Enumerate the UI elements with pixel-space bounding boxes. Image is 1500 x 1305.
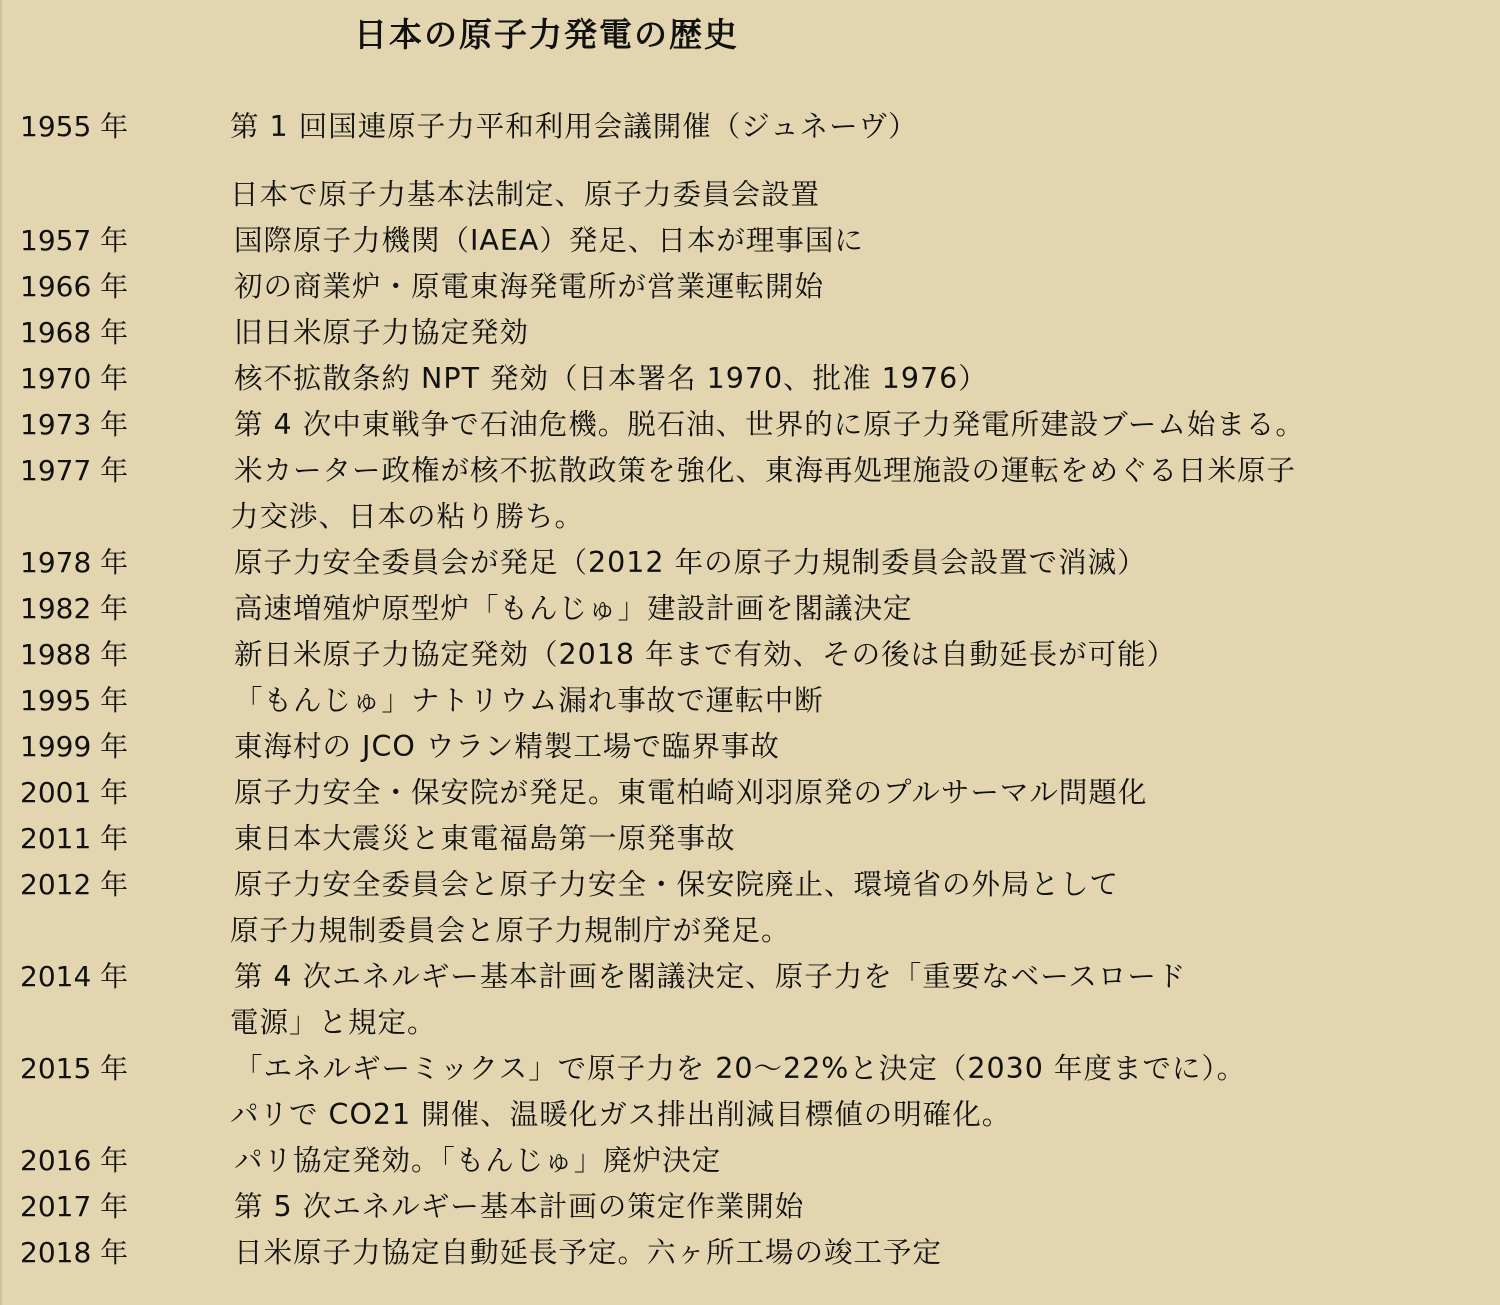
timeline-event: 高速増殖炉原型炉「もんじゅ」建設計画を閣議決定	[234, 592, 913, 625]
timeline-row-continuation	[2, 494, 1500, 540]
timeline-event: 電源」と規定。	[230, 1006, 437, 1039]
timeline-event: 第 5 次エネルギー基本計画の策定作業開始	[234, 1190, 805, 1223]
timeline-year: 1973 年	[20, 408, 129, 441]
timeline-row-continuation	[2, 1000, 1500, 1046]
timeline-year: 1966 年	[20, 270, 129, 303]
timeline-row	[2, 724, 1500, 770]
timeline-year: 2018 年	[20, 1236, 129, 1269]
timeline-event: 米カーター政権が核不拡散政策を強化、東海再処理施設の運転をめぐる日米原子	[234, 454, 1297, 487]
timeline-year: 2014 年	[20, 960, 129, 993]
timeline-year: 2016 年	[20, 1144, 129, 1177]
timeline-row	[2, 1230, 1500, 1276]
timeline-event: 「もんじゅ」ナトリウム漏れ事故で運転中断	[234, 684, 824, 717]
timeline-event: 東海村の JCO ウラン精製工場で臨界事故	[234, 730, 780, 763]
timeline-event: 第 1 回国連原子力平和利用会議開催（ジュネーヴ）	[230, 110, 918, 143]
timeline-year: 1968 年	[20, 316, 129, 349]
timeline-row-continuation	[2, 172, 1500, 218]
timeline-row	[2, 1184, 1500, 1230]
timeline-event: パリ協定発効。「もんじゅ」廃炉決定	[234, 1144, 722, 1177]
timeline-year: 1982 年	[20, 592, 129, 625]
timeline-event: 第 4 次エネルギー基本計画を閣議決定、原子力を「重要なベースロード	[234, 960, 1187, 993]
timeline-event: 東日本大震災と東電福島第一原発事故	[234, 822, 736, 855]
timeline-event: 原子力安全委員会が発足（2012 年の原子力規制委員会設置で消滅）	[234, 546, 1147, 579]
timeline-event: 原子力安全委員会と原子力安全・保安院廃止、環境省の外局として	[234, 868, 1120, 901]
timeline-row	[2, 678, 1500, 724]
timeline-year: 2012 年	[20, 868, 129, 901]
timeline-year: 2017 年	[20, 1190, 129, 1223]
timeline-year: 1957 年	[20, 224, 129, 257]
timeline-event: 核不拡散条約 NPT 発効（日本署名 1970、批准 1976）	[234, 362, 988, 395]
timeline-event: 新日米原子力協定発効（2018 年まで有効、その後は自動延長が可能）	[234, 638, 1177, 671]
timeline-year: 1977 年	[20, 454, 129, 487]
timeline-event: 日本で原子力基本法制定、原子力委員会設置	[230, 178, 821, 211]
timeline-event: 第 4 次中東戦争で石油危機。脱石油、世界的に原子力発電所建設ブーム始まる。	[234, 408, 1305, 441]
timeline-event: 力交渉、日本の粘り勝ち。	[230, 500, 585, 533]
timeline-row	[2, 954, 1500, 1000]
timeline-row	[2, 540, 1500, 586]
page-title: 日本の原子力発電の歴史	[354, 15, 739, 54]
timeline-row	[2, 1138, 1500, 1184]
timeline-year: 2001 年	[20, 776, 129, 809]
timeline-row	[2, 586, 1500, 632]
timeline-row	[2, 218, 1500, 264]
timeline-row	[2, 310, 1500, 356]
timeline-row	[2, 448, 1500, 494]
timeline-row-continuation	[2, 1092, 1500, 1138]
timeline-year: 1970 年	[20, 362, 129, 395]
timeline-event: 原子力安全・保安院が発足。東電柏崎刈羽原発のプルサーマル問題化	[234, 776, 1148, 809]
timeline-row	[2, 862, 1500, 908]
timeline-row	[2, 1046, 1500, 1092]
timeline-year: 1995 年	[20, 684, 129, 717]
timeline-row	[2, 816, 1500, 862]
timeline-row	[2, 770, 1500, 816]
timeline-year: 2015 年	[20, 1052, 129, 1085]
timeline-year: 1955 年	[20, 110, 129, 143]
timeline-event: パリで CO21 開催、温暖化ガス排出削減目標値の明確化。	[230, 1098, 1012, 1131]
timeline-year: 1978 年	[20, 546, 129, 579]
timeline-row	[2, 104, 1500, 150]
timeline-row	[2, 264, 1500, 310]
timeline-event: 旧日米原子力協定発効	[234, 316, 530, 349]
timeline-event: 初の商業炉・原電東海発電所が営業運転開始	[234, 270, 825, 303]
timeline-row	[2, 356, 1500, 402]
timeline-year: 2011 年	[20, 822, 129, 855]
timeline-event: 原子力規制委員会と原子力規制庁が発足。	[230, 914, 791, 947]
timeline-event: 日米原子力協定自動延長予定。六ヶ所工場の竣工予定	[234, 1236, 943, 1269]
timeline-event: 国際原子力機関（IAEA）発足、日本が理事国に	[234, 224, 864, 257]
timeline-year: 1988 年	[20, 638, 129, 671]
timeline-row	[2, 632, 1500, 678]
timeline-row	[2, 402, 1500, 448]
timeline-year: 1999 年	[20, 730, 129, 763]
timeline-row-continuation	[2, 908, 1500, 954]
timeline-event: 「エネルギーミックス」で原子力を 20～22%と決定（2030 年度までに）。	[234, 1052, 1247, 1085]
